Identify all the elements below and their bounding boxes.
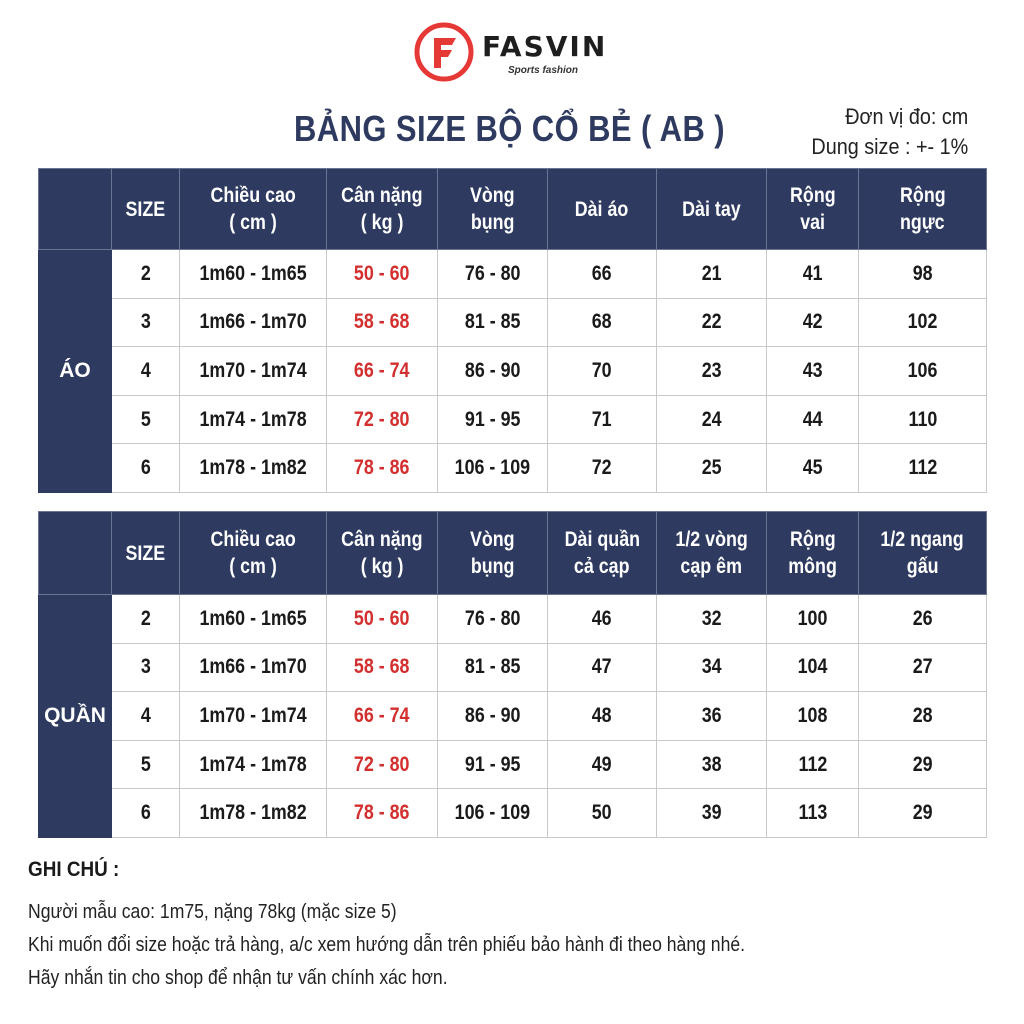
column-header bbox=[180, 169, 327, 250]
table-header-row bbox=[39, 169, 987, 250]
cell-value: 76 - 80 bbox=[464, 261, 521, 285]
brand-tagline: Sports fashion bbox=[508, 65, 579, 76]
table-cell bbox=[548, 643, 657, 692]
table-cell bbox=[327, 643, 438, 692]
table-cell bbox=[327, 250, 438, 299]
table-cell bbox=[859, 444, 987, 493]
column-header-text: bụng bbox=[470, 211, 515, 234]
column-header bbox=[657, 512, 767, 595]
cell-value: 4 bbox=[140, 358, 151, 382]
column-header-text: Rộng bbox=[899, 184, 946, 207]
cell-value: 1m74 - 1m78 bbox=[199, 407, 307, 431]
cell-value: 108 bbox=[797, 703, 828, 727]
cell-value: 81 - 85 bbox=[464, 310, 521, 334]
column-header-text: vai bbox=[800, 211, 825, 234]
cell-value: 113 bbox=[798, 801, 827, 825]
column-header-text: ( kg ) bbox=[360, 211, 404, 234]
size-cell bbox=[112, 643, 180, 692]
table-cell bbox=[548, 444, 657, 493]
cell-value: 112 bbox=[798, 752, 827, 776]
table-row bbox=[39, 347, 987, 396]
cell-value: 68 bbox=[592, 310, 612, 334]
table-cell bbox=[438, 692, 548, 741]
unit-line: Đơn vị đo: cm bbox=[844, 104, 968, 129]
cell-value: 3 bbox=[140, 310, 151, 334]
cell-value: 38 bbox=[701, 752, 722, 776]
cell-value: 24 bbox=[701, 407, 722, 431]
notes-title: GHI CHÚ : bbox=[28, 858, 120, 881]
table-cell bbox=[180, 250, 327, 299]
notes-section bbox=[28, 858, 988, 995]
cell-value: 104 bbox=[797, 655, 828, 679]
cell-value: 106 - 109 bbox=[454, 456, 531, 480]
column-header-text: 1/2 vòng bbox=[675, 528, 748, 551]
table-cell bbox=[657, 692, 767, 741]
cell-value: 4 bbox=[140, 703, 151, 727]
table-cell bbox=[657, 643, 767, 692]
note-line: Khi muốn đổi size hoặc trả hàng, a/c xem hướng dẫn trên phiếu bảo hành đi theo hàng nhé. bbox=[28, 934, 746, 956]
cell-value: 29 bbox=[912, 752, 933, 776]
cell-value: 44 bbox=[802, 407, 823, 431]
table-row bbox=[39, 643, 987, 692]
table-cell bbox=[767, 298, 859, 347]
table-cell bbox=[767, 595, 859, 644]
table-cell bbox=[859, 692, 987, 741]
table-row bbox=[39, 395, 987, 444]
column-header-text: 1/2 ngang bbox=[880, 528, 965, 551]
cell-value: 102 bbox=[907, 310, 938, 334]
cell-value: 58 - 68 bbox=[354, 310, 410, 334]
column-header-text: Dài áo bbox=[575, 197, 629, 221]
table-row bbox=[39, 250, 987, 299]
table-cell bbox=[180, 643, 327, 692]
table-cell bbox=[327, 444, 438, 493]
table-row bbox=[39, 692, 987, 741]
table-body bbox=[39, 595, 987, 838]
table-cell bbox=[657, 740, 767, 789]
cell-value: 1m74 - 1m78 bbox=[199, 752, 307, 776]
brand-name: FASVIN bbox=[482, 30, 608, 63]
column-header-text: ( cm ) bbox=[229, 555, 277, 578]
table-row bbox=[39, 740, 987, 789]
table-cell bbox=[657, 250, 767, 299]
table-cell bbox=[548, 298, 657, 347]
cell-value: 91 - 95 bbox=[464, 407, 521, 431]
table-cell bbox=[180, 444, 327, 493]
table-row bbox=[39, 298, 987, 347]
column-header-text: Dài quần bbox=[564, 528, 640, 551]
cell-value: 106 - 109 bbox=[454, 801, 531, 825]
table-cell bbox=[657, 298, 767, 347]
cell-value: 50 bbox=[592, 801, 612, 825]
cell-value: 58 - 68 bbox=[354, 655, 410, 679]
column-header bbox=[327, 512, 438, 595]
table-cell bbox=[767, 692, 859, 741]
cell-value: 1m78 - 1m82 bbox=[199, 456, 307, 480]
column-header bbox=[438, 169, 548, 250]
table-cell bbox=[327, 789, 438, 838]
table-cell bbox=[657, 444, 767, 493]
cell-value: 45 bbox=[802, 456, 823, 480]
shirt-size-table bbox=[38, 168, 987, 493]
cell-value: 78 - 86 bbox=[354, 801, 410, 825]
cell-value: 72 bbox=[592, 456, 612, 480]
table-cell bbox=[327, 692, 438, 741]
column-header-text: Vòng bbox=[470, 184, 515, 207]
cell-value: 50 - 60 bbox=[354, 261, 410, 285]
column-header bbox=[767, 169, 859, 250]
column-header bbox=[327, 169, 438, 250]
cell-value: 1m66 - 1m70 bbox=[199, 310, 307, 334]
column-header-text: Chiều cao bbox=[210, 528, 296, 551]
table-cell bbox=[438, 789, 548, 838]
table-cell bbox=[180, 298, 327, 347]
cell-value: 91 - 95 bbox=[464, 752, 521, 776]
cell-value: 66 bbox=[592, 261, 612, 285]
table-cell bbox=[767, 444, 859, 493]
table-cell bbox=[327, 395, 438, 444]
cell-value: 70 bbox=[592, 358, 612, 382]
table-cell bbox=[327, 740, 438, 789]
table-cell bbox=[548, 395, 657, 444]
cell-value: 29 bbox=[912, 801, 933, 825]
fasvin-logo-icon bbox=[412, 20, 476, 84]
cell-value: 2 bbox=[140, 606, 151, 630]
table-header-row bbox=[39, 512, 987, 595]
size-cell bbox=[112, 740, 180, 789]
table-cell bbox=[548, 595, 657, 644]
cell-value: 98 bbox=[912, 261, 933, 285]
table-body bbox=[39, 250, 987, 493]
cell-value: 49 bbox=[592, 752, 612, 776]
table-cell bbox=[548, 347, 657, 396]
table-cell bbox=[438, 643, 548, 692]
cell-value: 86 - 90 bbox=[464, 358, 521, 382]
column-header bbox=[112, 169, 180, 250]
cell-value: 25 bbox=[701, 456, 722, 480]
table-cell bbox=[327, 595, 438, 644]
cell-value: 1m70 - 1m74 bbox=[199, 358, 307, 382]
table-cell bbox=[438, 298, 548, 347]
cell-value: 1m70 - 1m74 bbox=[199, 703, 307, 727]
tolerance-line: Dung size : +- 1% bbox=[811, 134, 968, 159]
column-header bbox=[657, 169, 767, 250]
cell-value: 46 bbox=[592, 606, 612, 630]
cell-value: 1m60 - 1m65 bbox=[199, 606, 307, 630]
cell-value: 6 bbox=[140, 801, 151, 825]
cell-value: 66 - 74 bbox=[354, 358, 410, 382]
cell-value: 106 bbox=[907, 358, 938, 382]
table-cell bbox=[548, 740, 657, 789]
cell-value: 47 bbox=[592, 655, 612, 679]
column-header bbox=[859, 512, 987, 595]
column-header-text: Chiều cao bbox=[210, 184, 296, 207]
column-header-text: Dài tay bbox=[682, 197, 741, 221]
table-cell bbox=[859, 298, 987, 347]
column-header bbox=[180, 512, 327, 595]
column-header-text: cạp êm bbox=[680, 555, 743, 578]
size-cell bbox=[112, 595, 180, 644]
cell-value: 66 - 74 bbox=[354, 703, 410, 727]
unit-info bbox=[811, 102, 968, 162]
cell-value: 27 bbox=[912, 655, 933, 679]
table-cell bbox=[657, 395, 767, 444]
cell-value: 42 bbox=[802, 310, 823, 334]
table-cell bbox=[767, 740, 859, 789]
table-cell bbox=[657, 347, 767, 396]
size-cell bbox=[112, 395, 180, 444]
table-cell bbox=[438, 347, 548, 396]
cell-value: 1m78 - 1m82 bbox=[199, 801, 307, 825]
cell-value: 3 bbox=[140, 655, 151, 679]
column-header bbox=[548, 512, 657, 595]
category-label: QUẦN bbox=[39, 595, 112, 838]
table-cell bbox=[767, 395, 859, 444]
page-title: BẢNG SIZE BỘ CỔ BẺ ( AB ) bbox=[294, 108, 726, 149]
cell-value: 112 bbox=[908, 456, 937, 480]
cell-value: 72 - 80 bbox=[354, 407, 410, 431]
size-cell bbox=[112, 250, 180, 299]
cell-value: 39 bbox=[701, 801, 722, 825]
cell-value: 81 - 85 bbox=[464, 655, 521, 679]
cell-value: 110 bbox=[908, 407, 937, 431]
cell-value: 26 bbox=[912, 606, 933, 630]
column-header bbox=[112, 512, 180, 595]
column-header-text: Rộng bbox=[789, 528, 836, 551]
table-cell bbox=[180, 692, 327, 741]
table-cell bbox=[657, 595, 767, 644]
column-header-text: mông bbox=[788, 555, 837, 578]
column-header bbox=[438, 512, 548, 595]
cell-value: 22 bbox=[701, 310, 722, 334]
table-row bbox=[39, 595, 987, 644]
column-header-text: bụng bbox=[470, 555, 515, 578]
column-header-text: Vòng bbox=[470, 528, 515, 551]
cell-value: 36 bbox=[701, 703, 722, 727]
cell-value: 78 - 86 bbox=[354, 456, 410, 480]
header-corner bbox=[39, 512, 112, 595]
table-cell bbox=[859, 643, 987, 692]
cell-value: 2 bbox=[140, 261, 151, 285]
table-cell bbox=[767, 250, 859, 299]
header-corner bbox=[39, 169, 112, 250]
cell-value: 76 - 80 bbox=[464, 606, 521, 630]
column-header bbox=[548, 169, 657, 250]
cell-value: 50 - 60 bbox=[354, 606, 410, 630]
cell-value: 5 bbox=[140, 407, 151, 431]
table-cell bbox=[859, 347, 987, 396]
table-cell bbox=[180, 740, 327, 789]
table-cell bbox=[548, 789, 657, 838]
table-cell bbox=[438, 250, 548, 299]
table-cell bbox=[767, 789, 859, 838]
cell-value: 86 - 90 bbox=[464, 703, 521, 727]
cell-value: 5 bbox=[140, 752, 151, 776]
cell-value: 1m66 - 1m70 bbox=[199, 655, 307, 679]
cell-value: 43 bbox=[802, 358, 823, 382]
cell-value: 32 bbox=[701, 606, 722, 630]
cell-value: 48 bbox=[592, 703, 612, 727]
table-cell bbox=[548, 692, 657, 741]
table-row bbox=[39, 789, 987, 838]
size-cell bbox=[112, 347, 180, 396]
pants-size-table bbox=[38, 511, 987, 838]
cell-value: 71 bbox=[592, 407, 612, 431]
column-header-text: Cân nặng bbox=[341, 528, 423, 551]
cell-value: 21 bbox=[701, 261, 722, 285]
table-cell bbox=[438, 595, 548, 644]
brand-logo bbox=[412, 20, 622, 86]
table-cell bbox=[327, 298, 438, 347]
table-cell bbox=[438, 444, 548, 493]
size-cell bbox=[112, 789, 180, 838]
column-header-text: SIZE bbox=[125, 541, 166, 565]
size-cell bbox=[112, 692, 180, 741]
table-cell bbox=[859, 789, 987, 838]
table-cell bbox=[327, 347, 438, 396]
table-cell bbox=[859, 595, 987, 644]
cell-value: 100 bbox=[797, 606, 828, 630]
table-cell bbox=[548, 250, 657, 299]
size-cell bbox=[112, 298, 180, 347]
table-cell bbox=[859, 740, 987, 789]
cell-value: 72 - 80 bbox=[354, 752, 410, 776]
table-cell bbox=[180, 789, 327, 838]
category-label: ÁO bbox=[39, 250, 112, 493]
column-header-text: SIZE bbox=[125, 197, 166, 221]
column-header bbox=[859, 169, 987, 250]
note-line: Hãy nhắn tin cho shop để nhận tư vấn chính xác hơn. bbox=[28, 967, 448, 989]
cell-value: 1m60 - 1m65 bbox=[199, 261, 307, 285]
column-header-text: ngực bbox=[900, 211, 945, 234]
column-header-text: cả cạp bbox=[574, 555, 630, 578]
column-header-text: Rộng bbox=[789, 184, 836, 207]
size-cell bbox=[112, 444, 180, 493]
note-line: Người mẫu cao: 1m75, nặng 78kg (mặc size 5) bbox=[28, 901, 397, 923]
table-cell bbox=[438, 395, 548, 444]
table-cell bbox=[180, 395, 327, 444]
cell-value: 23 bbox=[701, 358, 722, 382]
table-cell bbox=[180, 347, 327, 396]
column-header-text: gấu bbox=[906, 555, 939, 578]
table-cell bbox=[657, 789, 767, 838]
cell-value: 34 bbox=[701, 655, 722, 679]
table-cell bbox=[767, 643, 859, 692]
column-header-text: ( cm ) bbox=[229, 211, 277, 234]
column-header-text: ( kg ) bbox=[360, 555, 404, 578]
cell-value: 6 bbox=[140, 456, 151, 480]
table-cell bbox=[859, 395, 987, 444]
column-header bbox=[767, 512, 859, 595]
table-cell bbox=[438, 740, 548, 789]
cell-value: 28 bbox=[912, 703, 933, 727]
cell-value: 41 bbox=[802, 261, 823, 285]
column-header-text: Cân nặng bbox=[341, 184, 423, 207]
table-cell bbox=[767, 347, 859, 396]
table-row bbox=[39, 444, 987, 493]
table-cell bbox=[180, 595, 327, 644]
table-cell bbox=[859, 250, 987, 299]
